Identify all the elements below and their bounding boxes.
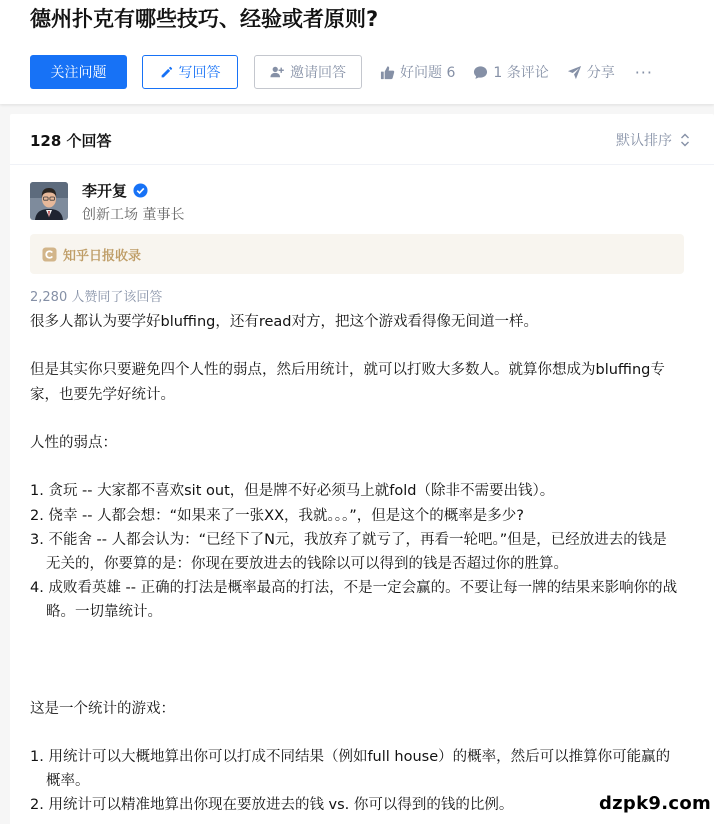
header-divider	[10, 164, 714, 165]
answer-paragraph: 但是其实你只要避免四个人性的弱点，然后用统计，就可以打败大多数人。就算你想成为bluffing专家，也要先学好统计。	[30, 362, 665, 403]
question-header	[0, 0, 714, 104]
user-avatar-icon	[30, 182, 68, 220]
answer-content	[30, 310, 680, 818]
invite-answer-label: 邀请回答	[290, 65, 346, 81]
list-item: 1. 用统计可以大概地算出你可以打成不同结果（例如full house）的概率，然后可以推算你可能赢的概率。	[30, 748, 671, 790]
sort-dropdown[interactable]	[616, 130, 690, 150]
paragraph-spacer	[30, 407, 680, 431]
question-actions	[30, 55, 653, 89]
follow-question-button[interactable]: 关注问题	[30, 55, 127, 89]
answer-paragraph: 这是一个统计的游戏：	[30, 700, 175, 717]
answer-paragraph: 很多人都认为要学好bluffing，还有read对方，把这个游戏看得像无间道一样。	[30, 314, 538, 330]
author-name: 李开复	[82, 182, 128, 200]
daily-collection-badge[interactable]	[30, 234, 684, 274]
author-headline: 创新工场 董事长	[82, 207, 185, 223]
sort-label: 默认排序	[616, 133, 672, 149]
invite-answer-button[interactable]	[254, 55, 362, 89]
weaknesses-list	[30, 479, 680, 624]
daily-collection-label: 知乎日报收录	[63, 248, 142, 264]
write-answer-label: 写回答	[178, 65, 221, 81]
share-icon	[567, 65, 582, 80]
comment-label: 1 条评论	[493, 65, 549, 81]
write-answer-button[interactable]	[142, 55, 238, 89]
stats-list	[30, 745, 680, 818]
comment-icon	[473, 65, 488, 80]
question-title: 德州扑克有哪些技巧、经验或者原则?	[30, 7, 379, 31]
good-question-label: 好问题 6	[400, 65, 456, 81]
paragraph-spacer	[30, 455, 680, 479]
pencil-icon	[160, 66, 173, 79]
paragraph-spacer	[30, 625, 680, 697]
voters-count[interactable]: 2,280 人赞同了该回答	[30, 290, 163, 305]
list-item: 2. 用统计可以精准地算出你现在要放进去的钱 vs. 你可以得到的钱的比例。	[30, 797, 514, 814]
list-item: 3. 不能舍 -- 人都会认为：“已经下了N元，我放弃了就亏了，再看一轮吧。”但是，已经放进去的钱是无关的，你要算的是：你现在要放进去的钱除以可以得到的钱是否超过你的胜算。	[30, 531, 667, 572]
answers-card	[10, 114, 714, 824]
answer-paragraph: 人性的弱点：	[30, 434, 117, 451]
list-item: 4. 成败看英雄 -- 正确的打法是概率最高的打法，不是一定会赢的。不要让每一牌的结果来影响你的战略。一切靠统计。	[30, 580, 678, 621]
paragraph-spacer	[30, 721, 680, 745]
share-label: 分享	[586, 65, 615, 81]
more-actions-button[interactable]: ···	[634, 62, 653, 82]
author-avatar[interactable]	[30, 182, 68, 220]
answers-list-header	[30, 128, 690, 152]
answer-count: 128 个回答	[30, 131, 112, 150]
paragraph-spacer	[30, 334, 680, 358]
comment-button[interactable]	[473, 62, 548, 82]
good-question-button[interactable]	[380, 62, 455, 82]
list-item: 2. 侥幸 -- 人都会想：“如果来了一张XX，我就。。。”，但是这个的概率是多少?	[30, 507, 524, 524]
site-watermark: dzpk9.com	[600, 789, 710, 817]
verified-badge-icon	[133, 183, 148, 198]
list-item: 1. 贪玩 -- 大家都不喜欢sit out，但是牌不好必须马上就fold（除非不需要出钱）。	[30, 483, 555, 500]
author-name-link[interactable]	[82, 180, 148, 201]
thumbs-up-icon	[380, 65, 395, 80]
zhihu-daily-icon	[42, 247, 57, 262]
sort-chevron-icon	[680, 133, 690, 147]
share-button[interactable]	[567, 62, 615, 82]
add-user-icon	[270, 65, 284, 79]
